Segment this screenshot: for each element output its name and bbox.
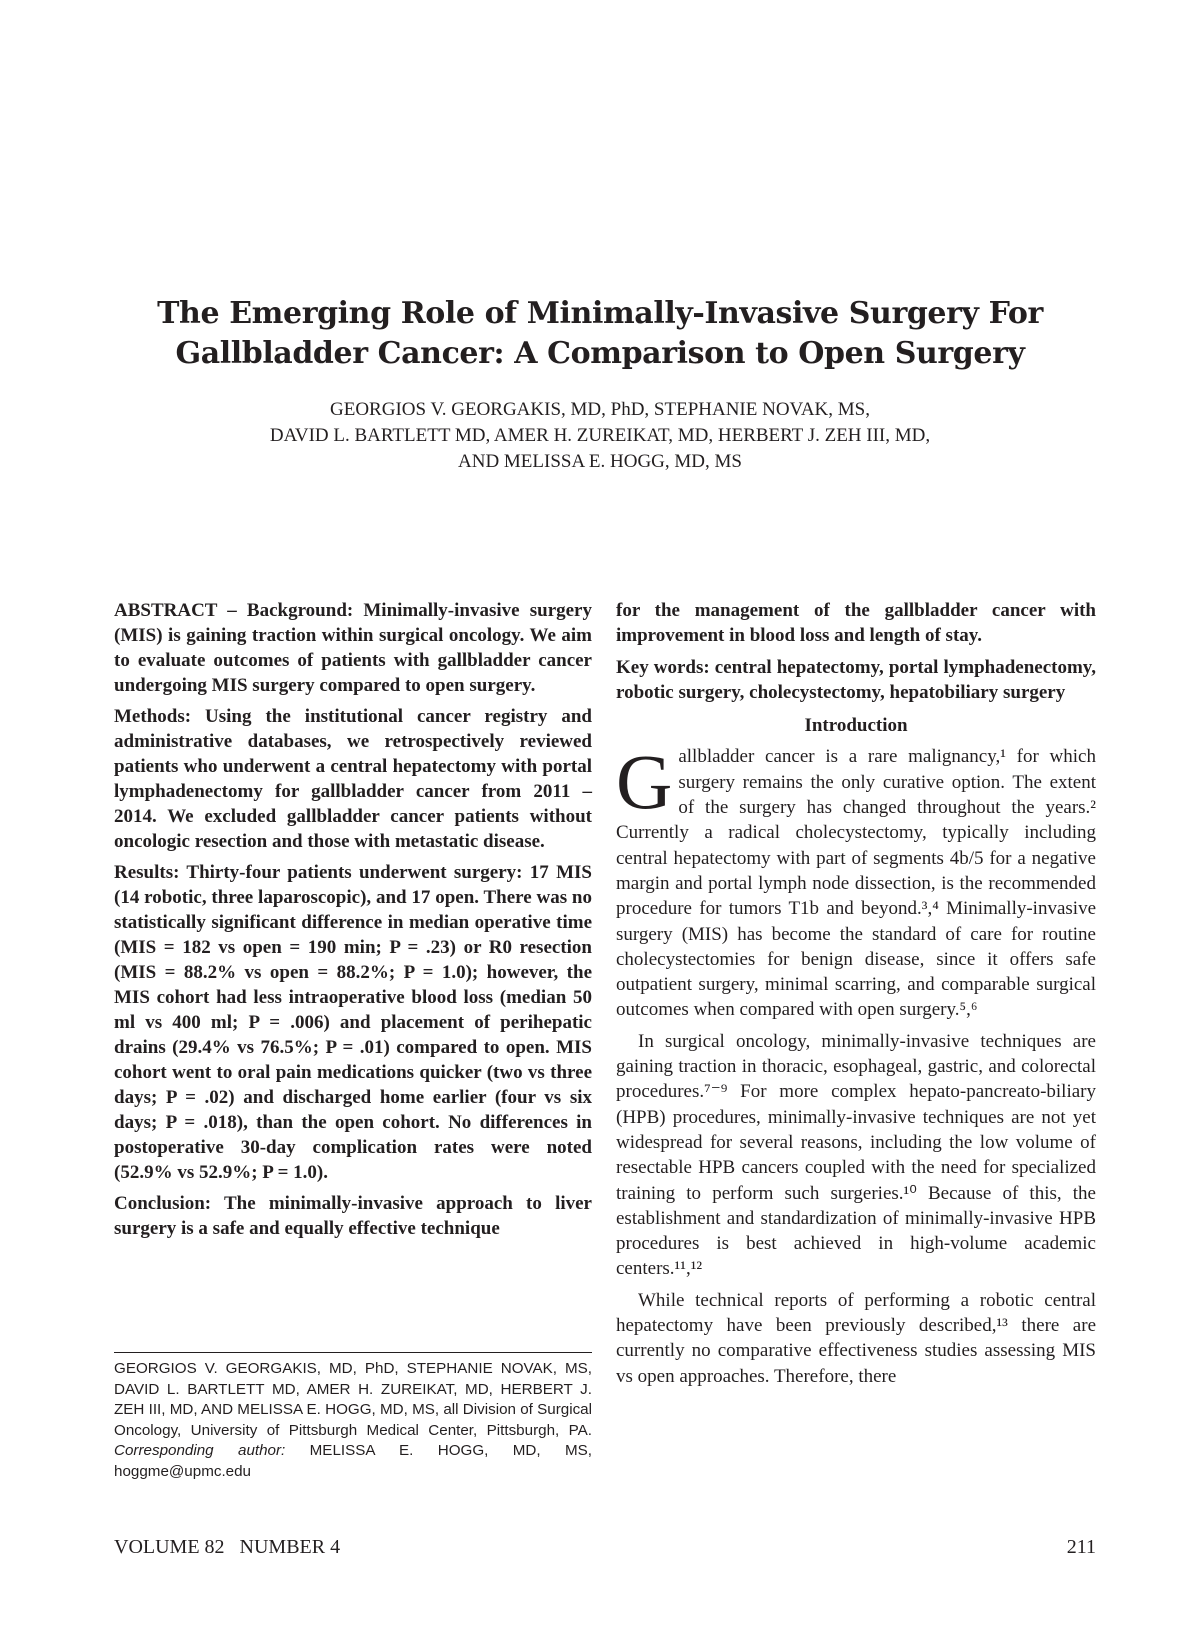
abstract-background: ABSTRACT – Background: Minimally-invasive surgery (MIS) is gaining traction within surgical oncology. We aim to evaluate outcomes of patients with gallbladder cancer undergoing MIS surgery compared to open surgery.: [114, 600, 592, 696]
author-line: GEORGIOS V. GEORGAKIS, MD, PhD, STEPHANIE NOVAK, MS,: [330, 399, 870, 420]
intro-paragraph-2: In surgical oncology, minimally-invasive techniques are gaining traction in thoracic, esophageal, gastric, and colorectal procedures.⁷⁻⁹ For more complex hepato-pancreato-biliary (HPB) procedures, minimally-invasive techniques are not yet widespread for several reasons, including the low volume of resectable HPB cancers coupled with the need for specialized training to perform such surgeries.¹⁰ Because of this, the establishment and standardization of minimally-invasive HPB procedures is best achieved in high-volume academic centers.¹¹,¹²: [616, 1030, 1096, 1280]
intro-paragraph-1: [616, 738, 1096, 1022]
abstract-results: Results: Thirty-four patients underwent surgery: 17 MIS (14 robotic, three laparoscopic), and 17 open. There was no statistically significant difference in median operative time (MIS = 182 vs open = 190 min; P = .23) or R0 resection (MIS = 88.2% vs open = 88.2%; P = 1.0); however, the MIS cohort had less intraoperative blood loss (median 50 ml vs 400 ml; P = .006) and placement of perihepatic drains (29.4% vs 76.5%; P = .01) compared to open. MIS cohort went to oral pain medications quicker (two vs three days; P = .02) and discharged home earlier (four vs six days; P = .018), than the open cohort. No differences in postoperative 30-day complication rates were noted (52.9% vs 52.9%; P = 1.0).: [114, 862, 592, 1183]
abstract-conclusion-start: Conclusion: The minimally-invasive approach to liver surgery is a safe and equally effective technique: [114, 1193, 592, 1239]
intro-paragraph-3: While technical reports of performing a robotic central hepatectomy have been previously described,¹³ there are currently no comparative effectiveness studies assessing MIS vs open approaches. Therefore, there: [616, 1289, 1096, 1387]
corresponding-author-label: Corresponding author:: [114, 1442, 286, 1459]
right-column: [616, 598, 1096, 1395]
author-list: [110, 397, 1090, 475]
footnote-divider: [114, 1352, 592, 1353]
journal-volume: VOLUME 82 NUMBER 4: [114, 1536, 341, 1558]
affiliation-text: GEORGIOS V. GEORGAKIS, MD, PhD, STEPHANIE NOVAK, MS, DAVID L. BARTLETT MD, AMER H. ZUREIKAT, MD, HERBERT J. ZEH III, MD, AND MELISSA E. HOGG, MD, MS, all Division of Surgical Oncology, University of Pittsburgh Medical Center, Pittsburgh, PA.: [114, 1360, 592, 1439]
key-words: Key words: central hepatectomy, portal lymphadenectomy, robotic surgery, cholecystectomy, hepatobiliary surgery: [616, 656, 1096, 703]
article-title: [110, 294, 1090, 374]
author-affiliation: [114, 1359, 592, 1482]
drop-cap: G: [616, 738, 673, 826]
abstract-methods: Methods: Using the institutional cancer registry and administrative databases, we retrospectively reviewed patients who underwent a central hepatectomy with portal lymphadenectomy for gallbladder cancer from 2011 – 2014. We excluded gallbladder cancer patients without oncologic resection and those with metastatic disease.: [114, 706, 592, 852]
intro-paragraph-1-text: allbladder cancer is a rare malignancy,¹ for which surgery remains the only curative option. The extent of the surgery has changed throughout the years.² Currently a radical cholecystectomy, typically including central hepatectomy with part of segments 4b/5 for a negative margin and portal lymph node dissection, is the recommended procedure for tumors T1b and beyond.³,⁴ Minimally-invasive surgery (MIS) has become the standard of care for routine cholecystectomies for benign disease, since it offers safe outpatient surgery, minimal scarring, and comparable surgical outcomes when compared with open surgery.⁵,⁶: [616, 746, 1096, 1021]
page-number: 211: [1066, 1536, 1096, 1558]
title-line: The Emerging Role of Minimally-Invasive Surgery For: [157, 296, 1043, 331]
abstract-conclusion-end: for the management of the gallbladder cancer with improvement in blood loss and length of stay.: [616, 600, 1096, 647]
left-column: [114, 598, 592, 1247]
corresponding-author-text: MELISSA E. HOGG, MD, MS, hoggme@upmc.edu: [114, 1442, 592, 1480]
introduction-heading: Introduction: [804, 715, 908, 737]
author-line: DAVID L. BARTLETT MD, AMER H. ZUREIKAT, MD, HERBERT J. ZEH III, MD,: [269, 425, 931, 446]
title-line: Gallbladder Cancer: A Comparison to Open Surgery: [175, 336, 1025, 371]
author-line: AND MELISSA E. HOGG, MD, MS: [458, 451, 742, 472]
